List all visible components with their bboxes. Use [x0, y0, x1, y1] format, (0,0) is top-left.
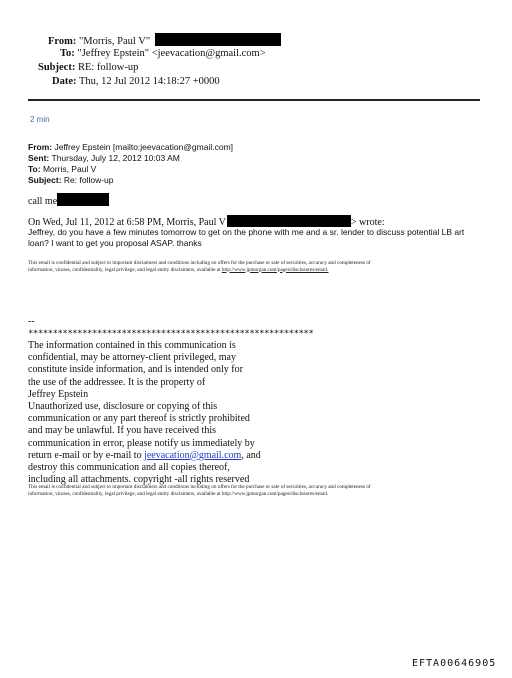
notice-line: communication in error, please notify us immediately by [28, 437, 255, 449]
call-me-text: call me [28, 196, 58, 207]
disclaimer-top [28, 260, 371, 273]
notice-line: confidential, may be attorney-client privileged, may [28, 352, 236, 364]
notice-line [28, 450, 261, 462]
quoted-subject-label: Subject: [28, 175, 62, 185]
quoted-subject-row [28, 175, 233, 186]
disclaimer-line: This email is confidential and subject to important disclaimers and conditions including on offers for the purchase or sale of securities, accuracy and completeness of [28, 484, 371, 490]
reply-message-line: Jeffrey, do you have a few minutes tomorrow to get on the phone with me and a sr. lender to discuss potential LB art [28, 227, 465, 237]
email-header [0, 33, 512, 93]
on-wed-text: On Wed, Jul 11, 2012 at 6:58 PM, Morris, Paul V [28, 217, 226, 228]
notice-line: communication or any part thereof is strictly prohibited [28, 413, 250, 425]
notice-line: The information contained in this communication is [28, 340, 236, 351]
notice-email-prefix: return e-mail or by e-mail to [28, 449, 145, 461]
wrote-text: > wrote: [350, 217, 385, 228]
disclaimer-line [28, 267, 371, 274]
notice-line: constitute inside information, and is intended only for [28, 364, 243, 376]
quoted-header [28, 142, 233, 186]
notice-line: including all attachments. copyright -all rights reserved [28, 474, 250, 486]
to-row [60, 47, 266, 61]
document-id: EFTA00646905 [412, 658, 497, 669]
from-value: "Morris, Paul V" [79, 36, 151, 47]
notice-line: Unauthorized use, disclosure or copying of this [28, 401, 218, 413]
redaction-box [155, 33, 281, 46]
disclaimer-bottom [28, 484, 371, 497]
to-label: To: [60, 48, 75, 59]
confidentiality-notice [28, 340, 261, 486]
quoted-from-value: Jeffrey Epstein [mailto:jeevacation@gmail.com] [54, 142, 234, 152]
subject-value: RE: follow-up [77, 62, 139, 73]
signature-stars: ********************************************************** [28, 329, 314, 339]
subject-row [38, 61, 138, 75]
date-label: Date: [52, 76, 77, 87]
disclaimer-line: information, viruses, confidentiality, legal privilege, and legal entity disclaimers, available at http://www.jpmorgan.com/pages/disclosures/email. [28, 490, 329, 497]
reply-message-line: loan? I want to get you proposal ASAP. thanks [28, 237, 202, 248]
quoted-sent-value: Thursday, July 12, 2012 10:03 AM [51, 153, 180, 163]
time-note: 2 min [30, 115, 50, 124]
quoted-sent-label: Sent: [28, 153, 50, 163]
notice-email-suffix: , and [241, 449, 261, 461]
header-divider [28, 99, 480, 101]
notice-line: and may be unlawful. If you have received this [28, 425, 216, 437]
email-link[interactable]: jeevacation@gmail.com [144, 449, 242, 461]
date-value: Thu, 12 Jul 2012 14:18:27 +0000 [78, 76, 220, 87]
to-value: "Jeffrey Epstein" <jeevacation@gmail.com> [77, 48, 266, 59]
quoted-to-row [28, 164, 233, 175]
notice-line: the use of the addressee. It is the property of [28, 376, 206, 388]
quoted-to-value: Morris, Paul V [42, 164, 97, 174]
notice-line: destroy this communication and all copies thereof, [28, 462, 230, 474]
quoted-to-label: To: [28, 164, 41, 174]
quoted-from-label: From: [28, 142, 53, 152]
subject-label: Subject: [38, 62, 76, 73]
redaction-box [227, 215, 351, 227]
date-row [52, 75, 220, 89]
disclaimer-line: This email is confidential and subject to important disclaimers and conditions including on offers for the purchase or sale of securities, accuracy and completeness of [28, 260, 371, 266]
quoted-subject-value: Re: follow-up [63, 175, 114, 185]
disclaimer-line-text: information, viruses, confidentiality, legal privilege, and legal entity disclaimers, available at [28, 266, 222, 273]
from-label: From: [48, 36, 77, 47]
notice-line: Jeffrey Epstein [28, 388, 89, 400]
reply-message [28, 227, 464, 248]
signature-dashes: -- [28, 316, 35, 327]
redaction-box [57, 193, 109, 206]
disclosures-link[interactable]: http://www.jpmorgan.com/pages/disclosures/email. [221, 266, 329, 273]
call-me-line [28, 193, 109, 208]
quoted-from-row [28, 142, 233, 153]
quoted-sent-row [28, 153, 233, 164]
